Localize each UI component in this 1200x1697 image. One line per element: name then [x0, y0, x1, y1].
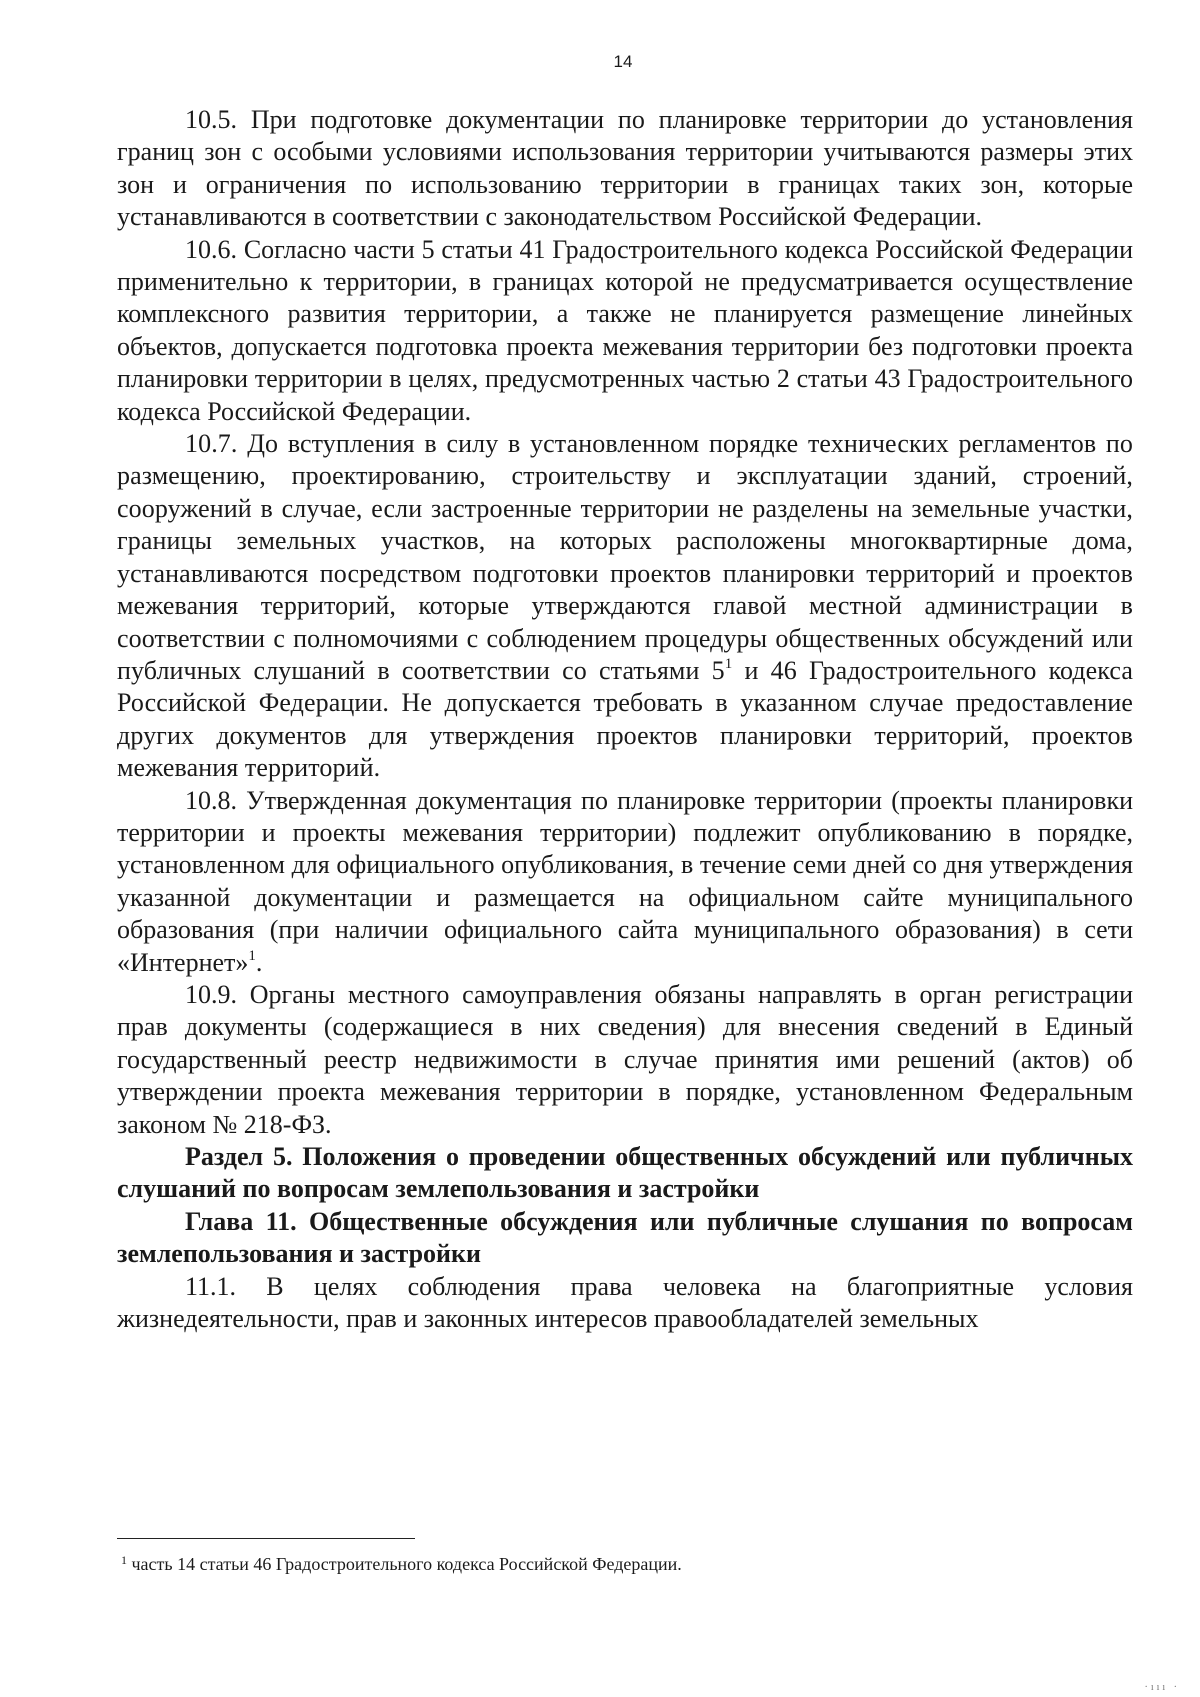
scan-artifact-marks: ·ııı ·: [1144, 1682, 1180, 1693]
paragraph-10-7-text-start: 10.7. До вступления в силу в установленном порядке технических регламентов по размещению, проектированию, строительству и эксплуатации зданий, строений, сооружений в случае, если застроенные территории не разделены на земельные участки, границы земельных участков, на которых расположены многоквартирные дома, устанавливаются посредством подготовки проектов планировки территорий и проектов межевания территорий, которые утверждаются главой местной администрации в соответствии с полномочиями с соблюдением процедуры общественных обсуждений или публичных слушаний в соответствии со статьями 5: [117, 429, 1133, 685]
paragraph-10-6: 10.6. Согласно части 5 статьи 41 Градостроительного кодекса Российской Федерации применительно к территории, в границах которой не предусматривается осуществление комплексного развития территории, а также не планируется размещение линейных объектов, допускается подготовка проекта межевания территории без подготовки проекта планировки территории в целях, предусмотренных частью 2 статьи 43 Градостроительного кодекса Российской Федерации.: [117, 234, 1133, 426]
paragraph-10-8-text-start: 10.8. Утвержденная документация по планировке территории (проекты планировки территории и проекты межевания территории) подлежит опубликованию в порядке, установленном для официального опубликования, в течение семи дней со дня утверждения указанной документации и размещается на официальном сайте муниципального образования (при наличии официального сайта муниципального образования) в сети «Интернет»: [117, 785, 1133, 977]
paragraph-10-8: [117, 785, 1133, 979]
paragraph-10-7-text-end: и 46 Градостроительного кодекса Российской Федерации. Не допускается требовать в указанном случае предоставление других документов для утверждения проектов планировки территорий, проектов межевания территорий.: [117, 655, 1133, 783]
footnote-text: часть 14 статьи 46 Градостроительного кодекса Российской Федерации.: [127, 1554, 682, 1574]
document-body: [117, 104, 1133, 1335]
footnote-reference: 1: [248, 947, 256, 964]
superscript-marker: 1: [724, 655, 733, 672]
paragraph-10-9: 10.9. Органы местного самоуправления обязаны направлять в орган регистрации прав документы (содержащиеся в них сведения) для внесения сведений в Единый государственный реестр недвижимости в случае принятия ими решений (актов) об утверждении проекта межевания территории в порядке, установленном Федеральным законом № 218-ФЗ.: [117, 979, 1133, 1139]
chapter-heading: Глава 11. Общественные обсуждения или публичные слушания по вопросам землепользования и застройки: [117, 1206, 1133, 1269]
footnote-divider: [117, 1538, 415, 1539]
paragraph-10-5: 10.5. При подготовке документации по планировке территории до установления границ зон с особыми условиями использования территории учитываются размеры этих зон и ограничения по использованию территории в границах таких зон, которые устанавливаются в соответствии с законодательством Российской Федерации.: [117, 105, 1133, 232]
paragraph-10-8-text-end: .: [255, 947, 263, 977]
paragraph-11-1: 11.1. В целях соблюдения права человека на благоприятные условия жизнедеятельности, прав и законных интересов правообладателей земельных: [117, 1271, 1133, 1334]
footnote: [121, 1553, 682, 1575]
section-heading: Раздел 5. Положения о проведении общественных обсуждений или публичных слушаний по вопросам землепользования и застройки: [117, 1142, 1133, 1204]
paragraph-10-7: [117, 428, 1133, 784]
page-number: 14: [613, 52, 633, 71]
footnote-marker: 1: [121, 1553, 127, 1567]
